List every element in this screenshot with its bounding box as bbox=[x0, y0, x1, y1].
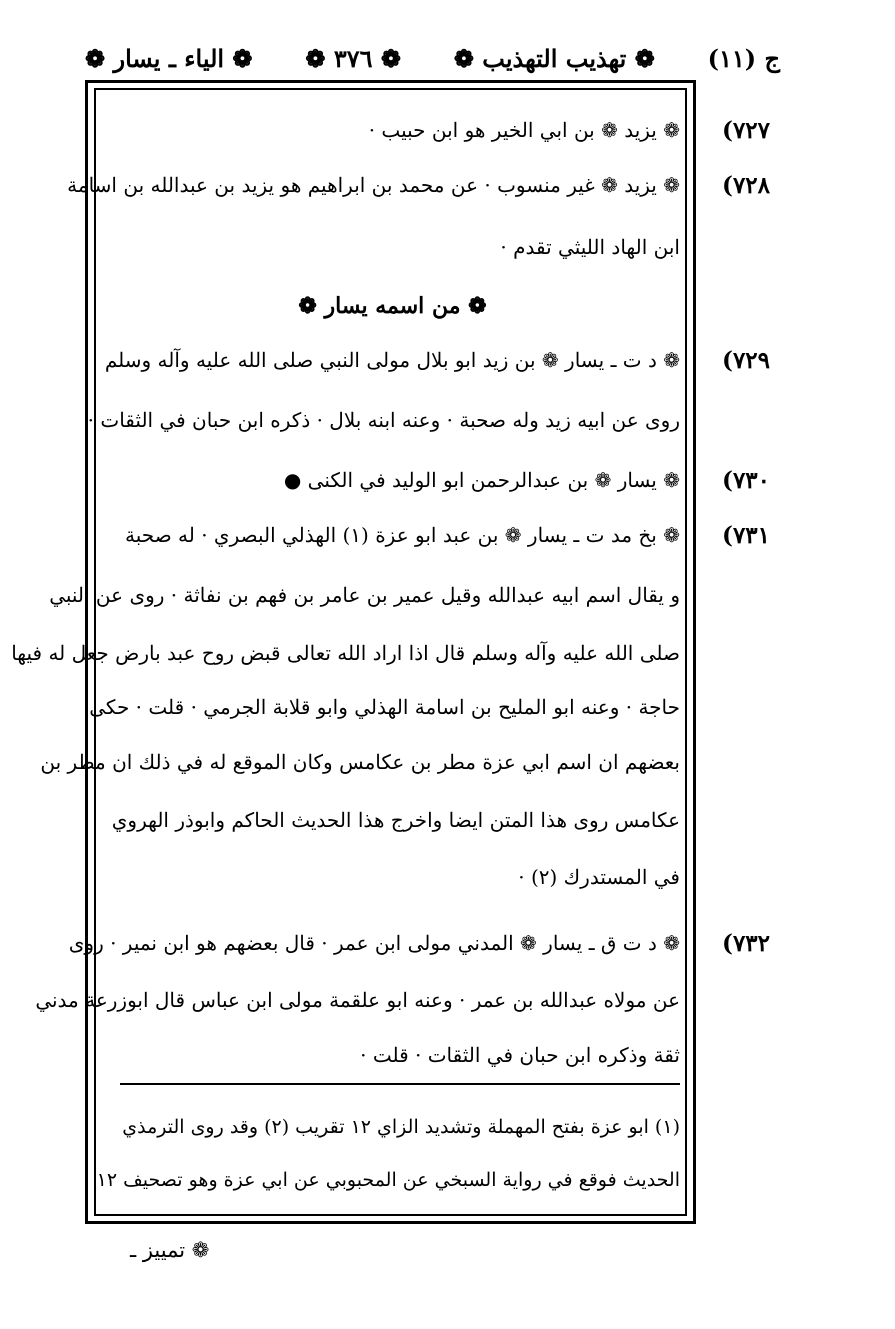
entry-text-line: ❁ يسار ❁ بن عبدالرحمن ابو الوليد في الكنى ● bbox=[283, 468, 680, 492]
footnote-line: الحديث فوقع في رواية السبخي عن المحبوبي عن ابي عزة وهو تصحيف ١٢ bbox=[96, 1169, 680, 1191]
entry-text-line: بعضهم ان اسم ابي عزة مطر بن عكامس وكان الموقع له في ذلك ان مطر بن bbox=[40, 750, 680, 774]
footnote-divider bbox=[120, 1083, 680, 1085]
entry-text-line: صلى الله عليه وآله وسلم قال اذا اراد الله تعالى قبض روح عبد بارض جعل له فيها bbox=[11, 641, 680, 665]
entry-number: (٧٣٢ bbox=[722, 930, 770, 957]
entry-text-line: ❁ يزيد ❁ غير منسوب · عن محمد بن ابراهيم هو يزيد بن عبدالله بن اسامة bbox=[67, 173, 680, 197]
header-page-number: ❁ ٣٧٦ ❁ bbox=[305, 43, 401, 73]
header-part-number: ج (١١) bbox=[707, 43, 780, 73]
entry-text-line: ثقة وذكره ابن حبان في الثقات · قلت · bbox=[360, 1043, 680, 1067]
header-book-title: ❁ تهذيب التهذيب ❁ bbox=[453, 43, 655, 73]
section-heading: ❁ من اسمه يسار ❁ bbox=[298, 293, 487, 319]
entry-text-line: عن مولاه عبدالله بن عمر · وعنه ابو علقمة مولى ابن عباس قال ابوزرعة مدني bbox=[35, 988, 680, 1012]
catchword-below-frame: ❁ تمييز ـ bbox=[130, 1238, 210, 1262]
entry-text-line: روى عن ابيه زيد وله صحبة · وعنه ابنه بلال · ذكره ابن حبان في الثقات · bbox=[87, 408, 680, 432]
entry-number: (٧٢٩ bbox=[722, 347, 770, 374]
entry-number: (٧٣١ bbox=[722, 522, 770, 549]
entry-number: (٧٢٧ bbox=[722, 117, 770, 144]
entry-text-line: في المستدرك (٢) · bbox=[518, 865, 680, 889]
footnote-line: (١) ابو عزة بفتح المهملة وتشديد الزاي ١٢ تقريب (٢) وقد روى الترمذي bbox=[122, 1116, 680, 1138]
entry-text-line: و يقال اسم ابيه عبدالله وقيل عمير بن عامر بن فهم بن نفاثة · روى عن النبي bbox=[49, 583, 680, 607]
entry-text-line: ❁ د ت ق ـ يسار ❁ المدني مولى ابن عمر · قال بعضهم هو ابن نمير · روى bbox=[68, 931, 680, 955]
entry-text-line: ابن الهاد الليثي تقدم · bbox=[500, 235, 680, 259]
entry-number: (٧٢٨ bbox=[722, 172, 770, 199]
header-section-title: ❁ الياء ـ يسار ❁ bbox=[85, 43, 253, 73]
entry-text-line: عكامس روى هذا المتن ايضا واخرج هذا الحديث الحاكم وابوذر الهروي bbox=[111, 808, 680, 832]
running-header bbox=[85, 38, 780, 78]
entry-text-line: ❁ د ت ـ يسار ❁ بن زيد ابو بلال مولى النبي صلى الله عليه وآله وسلم bbox=[104, 348, 680, 372]
entry-text-line: ❁ بخ مد ت ـ يسار ❁ بن عبد ابو عزة (١) الهذلي البصري · له صحبة bbox=[125, 523, 680, 547]
entry-text-line: حاجة · وعنه ابو المليح بن اسامة الهذلي وابو قلابة الجرمي · قلت · حكى bbox=[89, 695, 680, 719]
entry-text-line: ❁ يزيد ❁ بن ابي الخير هو ابن حبيب · bbox=[368, 118, 680, 142]
entry-number: (٧٣٠ bbox=[722, 467, 770, 494]
